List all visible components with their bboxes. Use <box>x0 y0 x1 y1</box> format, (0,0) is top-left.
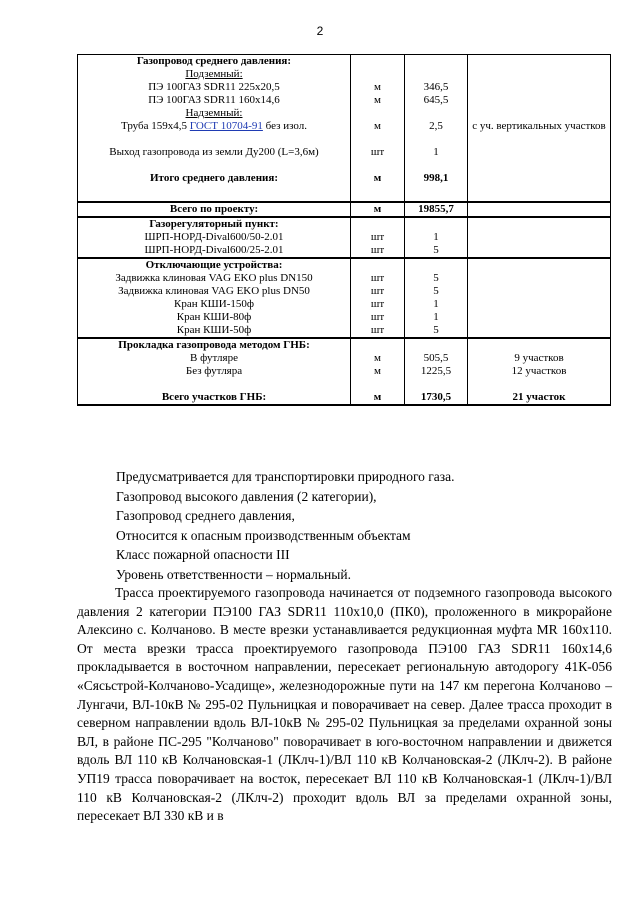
item-unit: шт <box>370 272 385 284</box>
subsection-label: Надземный: <box>185 107 243 119</box>
medium-notes-cell <box>468 55 611 203</box>
total-note: 21 участок <box>512 391 566 403</box>
materials-table <box>77 54 611 406</box>
total-qty: 1730,5 <box>420 391 452 403</box>
item-qty: 1225,5 <box>420 365 452 377</box>
item-qty: 1 <box>433 146 439 158</box>
item-qty: 5 <box>433 244 439 256</box>
item-unit: шт <box>370 311 385 323</box>
item-name: ШРП-НОРД-Dival600/25-2.01 <box>144 244 284 256</box>
item-qty: 1 <box>433 311 439 323</box>
total-unit: м <box>373 172 382 184</box>
project-total-label: Всего по проекту: <box>78 202 351 217</box>
item-qty: 5 <box>433 272 439 284</box>
route-description: Трасса проектируемого газопровода начинается от подземного газопровода высокого давления 2 категории ПЭ100 ГАЗ SDR11 110х10,0 (ПК0), проложенного в микрорайоне Алексино с. Колчаново. В месте врезки устанавливается редукционная муфта MR 160х110. От места врезки трасса проектируемого газопровода ПЭ100 ГАЗ SDR11 160х14,6 прокладывается в восточном направлении, пересекает региональную автодорогу 41К-056 «Сясьстрой-Колчаново-Усадище», железнодорожные пути на 147 км перегона Колчаново – Лунгачи, ВЛ-10кВ № 295-02 Пульницкая и поворачивает на север. Далее трасса проходит в северном направлении вдоль ВЛ-10кВ № 295-02 Пульницкая за пределами охранной зоны ВЛ, в районе ПС-295 "Колчаново" поворачивает в юго-восточном направлении и движется вдоль ВЛ 110 кВ Колчановская-1 (ЛКлч-1)/ВЛ 110 кВ Колчановская-2 (ЛКлч-2). В районе УП19 трасса поворачивает на восток, пересекает ВЛ 110 кВ Колчановская-1 (ЛКлч-1)/ВЛ 110 кВ Колчановская-2 (ЛКлч-2) проходит вдоль ВЛ за пределами охранной зоны, пересекает ВЛ 330 кВ и в <box>77 585 612 824</box>
item-name: Без футляра <box>185 365 243 377</box>
item-qty: 2,5 <box>429 120 443 132</box>
total-qty: 998,1 <box>423 172 449 184</box>
item-note: 9 участков <box>514 352 564 364</box>
project-total-qty: 19855,7 <box>405 202 468 217</box>
item-unit: м <box>374 81 381 93</box>
item-unit: м <box>374 120 381 132</box>
item-qty: 645,5 <box>423 94 449 106</box>
item-name: Кран КШИ-150ф <box>173 298 255 310</box>
total-label: Итого среднего давления: <box>150 172 278 184</box>
item-unit: шт <box>370 231 385 243</box>
medium-names-cell <box>78 55 351 203</box>
item-name: Выход газопровода из земли Ду200 (L=3,6м) <box>109 146 319 158</box>
hdd-section <box>78 338 611 405</box>
total-label: Всего участков ГНБ: <box>161 391 267 403</box>
item-unit: шт <box>370 324 385 336</box>
item-name: ПЭ 100ГАЗ SDR11 225х20,5 <box>148 81 280 93</box>
summary-line: Газопровод среднего давления, <box>116 508 295 523</box>
medium-qty-cell <box>405 55 468 203</box>
project-total-row <box>78 202 611 217</box>
medium-pressure-section <box>78 55 611 203</box>
shutoff-section <box>78 258 611 338</box>
item-qty: 346,5 <box>423 81 449 93</box>
medium-units-cell <box>351 55 405 203</box>
item-name: ПЭ 100ГАЗ SDR11 160х14,6 <box>148 94 280 106</box>
project-total-unit: м <box>351 202 405 217</box>
item-name: Задвижка клиновая VAG EKO plus DN50 <box>118 285 310 297</box>
section-title: Газорегуляторный пункт: <box>149 218 279 230</box>
item-unit: шт <box>370 285 385 297</box>
item-name: ШРП-НОРД-Dival600/50-2.01 <box>144 231 284 243</box>
item-unit: шт <box>370 146 385 158</box>
item-name: Кран КШИ-80ф <box>176 311 252 323</box>
section-title: Прокладка газопровода методом ГНБ: <box>118 339 310 351</box>
pipe-suffix: без изол. <box>265 120 307 132</box>
item-name <box>80 120 348 133</box>
item-unit: м <box>374 365 381 377</box>
subsection-label: Подземный: <box>185 68 243 80</box>
item-name: Задвижка клиновая VAG EKO plus DN150 <box>115 272 313 284</box>
regulator-section <box>78 217 611 258</box>
summary-line: Уровень ответственности – нормальный. <box>116 566 351 582</box>
item-qty: 1 <box>433 298 439 310</box>
item-unit: м <box>374 94 381 106</box>
item-unit: м <box>374 352 381 364</box>
summary-list <box>116 467 455 584</box>
section-title: Газопровод среднего давления: <box>136 55 292 67</box>
summary-line: Предусматривается для транспортировки природного газа. <box>116 469 455 484</box>
item-name: Кран КШИ-50ф <box>176 324 252 336</box>
summary-line: Газопровод высокого давления (2 категории), <box>116 488 377 504</box>
gost-link[interactable]: ГОСТ 10704-91 <box>189 120 263 132</box>
section-title: Отключающие устройства: <box>145 259 283 271</box>
item-name: В футляре <box>190 352 238 364</box>
total-unit: м <box>373 391 382 403</box>
page-number: 2 <box>316 24 324 38</box>
item-qty: 5 <box>433 285 439 297</box>
item-unit: шт <box>370 298 385 310</box>
summary-line: Относится к опасным производственным объектам <box>116 527 411 543</box>
item-qty: 5 <box>433 324 439 336</box>
item-qty: 505,5 <box>423 352 449 364</box>
item-note: с уч. вертикальных участков <box>472 120 606 132</box>
item-note: 12 участков <box>511 365 567 377</box>
item-qty: 1 <box>433 231 439 243</box>
item-unit: шт <box>370 244 385 256</box>
pipe-prefix: Труба 159х4,5 <box>121 120 188 132</box>
summary-line: Класс пожарной опасности III <box>116 547 290 562</box>
